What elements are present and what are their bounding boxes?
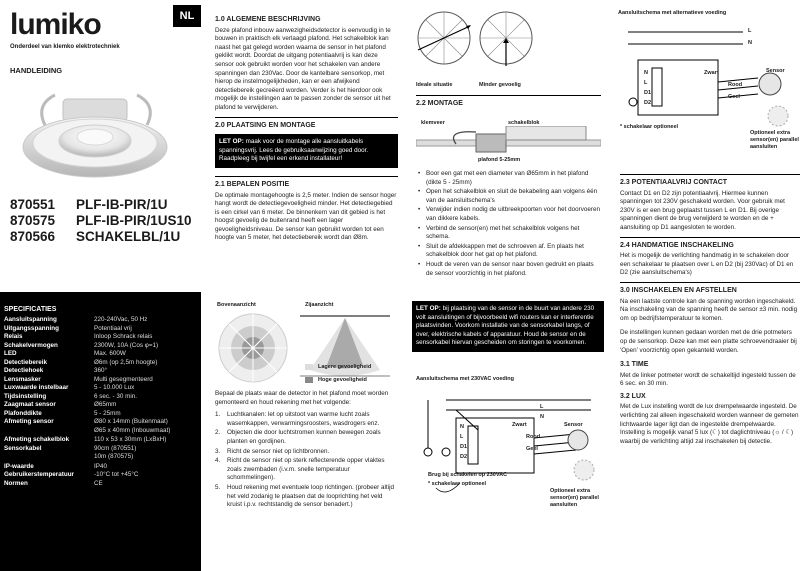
brand-logo: lumiko — [10, 8, 101, 41]
section-text: Deze plafond inbouw aanwezigheidsdetector is eenvoudig in te bouwen in praktisch elk verlaagd plafond. Het schakelblok kan naast het gat gelegd worden waarna de sensor in het plafond geklikt wordt. Doordat de uitgang potentiaalvrij is kan deze sensor ook gebruikt worden voor het schakelen van andere spanningen dan 230Vac. Door de kantelbare sensorkop, met hierop de instelmogelijkheden, kan er een afwijkend detectiebereik gecreëerd worden. Verder is het hierdoor ook mogelijk de instellingen aan te passen zonder de sensor uit het plafond te verwijderen. — [215, 26, 391, 111]
spec-value: Multi gesegmenteerd — [94, 375, 153, 383]
cover-area — [0, 0, 201, 292]
spec-value: Max. 600W — [94, 350, 126, 357]
mounting-diagram: klemveer schakelblok plafond 5-25mm — [416, 116, 601, 166]
spec-row — [4, 463, 170, 472]
spec-row — [4, 350, 170, 359]
brand-subtitle: Onderdeel van klemko elektrotechniek — [10, 44, 120, 50]
language-badge: NL — [173, 5, 201, 27]
spec-key: Zaagmaat sensor — [4, 401, 56, 408]
wiring-230v: Aansluitschema met 230VAC voeding L N Zwart Rood Geel Sensor N L D1 D2 Brug bij schakelen op 230VAC * schakelaar optioneel Optioneel extra sensor(en) parallel aansluiten — [416, 376, 606, 571]
spec-key — [4, 453, 94, 462]
spec-row — [4, 325, 170, 334]
list-item: • Verwijder indien nodig de uitbreekpoorten voor het doorvoeren van dikkere kabels. — [426, 206, 601, 223]
left-column — [0, 0, 201, 571]
spec-value: 360° — [94, 367, 108, 374]
column-2 — [215, 16, 398, 247]
spec-value: 6 sec. - 30 min. — [94, 392, 138, 400]
spec-key: Detectiebereik — [4, 358, 48, 366]
spec-row — [4, 333, 170, 342]
spec-row — [4, 453, 170, 462]
list-item: 1. Luchtkanalen: let op uitstoot van warme lucht zoals wasemkappen, verwarmingsroosters, wasdrogers enz. — [215, 411, 380, 427]
list-item: • Verbind de sensor(en) met het schakelblok volgens het schema. — [426, 225, 601, 242]
wiring-alternative: Aansluitschema met alternatieve voeding L N Zwart Rood Geel Sensor N L D1 D2 * schakelaar optioneel Optioneel extra sensor(en) parallel aansluiten — [618, 10, 803, 175]
sensitivity-legend — [305, 362, 405, 384]
spec-value: 110 x 53 x 30mm (LxBxH) — [94, 436, 167, 443]
section-title: 2.1 BEPALEN POSITIE — [215, 180, 290, 188]
spec-value: Ø80 x 14mm (Buitenmaat) — [94, 418, 168, 425]
spec-key: Normen — [4, 479, 28, 487]
spec-key: Afmeting sensor — [4, 418, 54, 425]
section-title: 2.2 MONTAGE — [416, 100, 463, 107]
divider — [620, 174, 800, 175]
spec-key: Luxwaarde instelbaar — [4, 384, 69, 391]
spec-key: Gebruikerstemperatuur — [4, 471, 74, 478]
specs-title: SPECIFICATIES — [4, 306, 57, 313]
spec-row — [4, 480, 170, 489]
spec-value: CE — [94, 479, 103, 487]
spec-row — [4, 436, 170, 445]
mounting-graphic — [416, 126, 601, 158]
list-item: • Houdt de veren van de sensor naar boven gedrukt en plaats de sensor voorzichtig in het plafond. — [426, 261, 601, 278]
spec-key: Detectiehoek — [4, 367, 44, 374]
list-item: 4. Richt de sensor niet op sterk reflecterende opper vlaktes zoals zwembaden (i.v.m. snelle temperatuur schommelingen). — [215, 457, 385, 482]
spec-row — [4, 427, 170, 436]
model-row: 870575 PLF-IB-PIR/1US10 — [10, 213, 192, 228]
spec-key: Relais — [4, 333, 23, 340]
section-title: 3.0 INSCHAKELEN EN AFSTELLEN — [620, 286, 737, 294]
spec-row — [4, 342, 170, 351]
spec-key: Tijdsinstelling — [4, 392, 47, 400]
spec-value: 5 - 10.000 Lux — [94, 384, 135, 391]
spec-row — [4, 376, 170, 385]
list-item: 2. Objecten die door luchtstromen kunnen bewegen zoals planten en gordijnen. — [215, 429, 381, 445]
spec-value: -10°C tot +45°C — [94, 471, 139, 478]
specs-table — [4, 316, 170, 488]
spec-value: Ø65 x 40mm (Inbouwmaat) — [94, 426, 171, 434]
legend-swatch — [305, 377, 313, 383]
section-title: 2.3 POTENTIAALVRIJ CONTACT — [620, 179, 728, 186]
spec-key: Plafonddikte — [4, 409, 42, 417]
section-title: 3.2 LUX — [620, 392, 646, 400]
model-list — [10, 197, 192, 245]
column-3 — [416, 95, 601, 111]
spec-key — [4, 427, 94, 436]
spec-key: Uitgangsspanning — [4, 324, 59, 332]
spec-row — [4, 418, 170, 427]
spec-value: 5 - 25mm — [94, 409, 121, 417]
list-item: 3. Richt de sensor niet op lichtbronnen. — [215, 447, 330, 455]
divider — [215, 176, 398, 177]
spec-key: LED — [4, 350, 17, 357]
spec-key: Lensmasker — [4, 375, 41, 383]
interference-warning-box: LET OP: bij plaatsing van de sensor in de buurt van andere 230 volt aansluitingen of bijvoorbeeld wifi routers kan er interferentie plaatsvinden. Voorkom installatie van de sensorkabel langs, of over, elektrische kabels of apparatuur. Houd de sensor en de sensorkabel hiervan gescheiden om storingen te voorkomen. — [412, 301, 604, 352]
spec-value: 10m (870575) — [94, 453, 134, 460]
section-text: De optimale montagehoogte is 2,5 meter. Indien de sensor hoger hangt wordt de detectiegevoeligheid minder. Het detectiegebied is een cirkel van 6 meter. De binnenkern van dit gebied is het hoogst gevoelig de buitenrand heeft een lager gevoeligheidsniveau. De sensor kan gebruikt worden tot een hoogte van 5 meter, het detectiebereik wordt dan Ø8m. — [215, 191, 397, 242]
mounting-items — [416, 170, 601, 278]
spec-row — [4, 316, 170, 325]
spec-row — [4, 384, 170, 393]
manual-label: HANDLEIDING — [10, 66, 63, 75]
column-4: 2.3 POTENTIAALVRIJ CONTACT Contact D1 en D2 zijn potentiaalvrij. Hiermee kunnen spanningen tot 230V geschakeld worden. Voor gebruik met 230V is er een brug geplaatst tussen L en D1. Bij overige spanningen dient de brug verwijderd te worden en de + aansluiting op D1 aangesloten te worden. 2.4 HANDMATIGE INSCHAKELING Het is mogelijk de verlichting handmatig in te schakelen door een schakelaar te plaatsen over L en D2 (bij 230Vac) of D1 en D2 (zie aansluitschema's) 3.0 INSCHAKELEN EN AFSTELLEN Na een laatste controle kan de spanning worden ingeschakeld. Na inschakeling van de spanning heeft de sensor ±3 min. nodig om op bedrijfstemperatuur te komen. De instellingen kunnen gedaan worden met de drie potmeters op de sensorkop. Deze kan met een platte schroevendraaier bij 'Open' voorzichtig open gekanteld worden. 3.1 TIME Met de linker potmeter wordt de schakeltijd ingesteld tussen de 6 sec. en 30 min. 3.2 LUX Met de Lux instelling wordt de lux drempelwaarde ingesteld. De verlichting zal alleen ingeschakeld worden wanneer de gemeten lichtwaarde lager ligt dan de ingestelde drempelwaarde. Instelling is mogelijk vanaf 5 lux (☾) tot daglichtniveau (☼ / ☾) waarbij de verlichting altijd zal inschakelen bij detectie. — [620, 174, 800, 450]
divider — [215, 117, 398, 118]
product-illustration — [15, 85, 175, 195]
spec-key: Schakelvermogen — [4, 341, 58, 349]
legend-item: Lagere gevoeligheid — [305, 362, 405, 371]
list-item: 5. Houd rekening met eventuele loop richtingen. (probeer altijd het veld zodanig te plaatsen dat de looprichting het veld kruist i.p.v. rechtstandig de sensor benadert.) — [215, 483, 394, 509]
spec-value: 220-240Vac, 50 Hz — [94, 316, 148, 323]
mounting-steps — [416, 170, 601, 279]
placement-list: Bepaal de plaats waar de detector in het plafond moet worden gemonteerd en houd rekening met het volgende: 1. Luchtkanalen: let op uitstoot van warme lucht zoals wasemkappen, verwarmingsroosters, wasdrogers enz. 2. Objecten die door luchtstromen kunnen bewegen zoals planten en gordijnen. 3. Richt de sensor niet op lichtbronnen. 4. Richt de sensor niet op sterk reflecterende opper vlaktes zoals zwembaden (i.v.m. snelle temperatuur schommelingen). 5. Houd rekening met eventuele loop richtingen. (probeer altijd het veld zodanig te plaatsen dat de looprichting het veld kruist i.p.v. rechtstandig de sensor benadert.) — [215, 390, 398, 511]
divider — [620, 237, 800, 238]
spec-value: IP40 — [94, 462, 107, 470]
legend-swatch — [305, 364, 313, 370]
section-title: 2.0 PLAATSING EN MONTAGE — [215, 121, 316, 129]
spec-value: Ø6m (op 2,5m hoogte) — [94, 358, 158, 366]
spec-row — [4, 401, 170, 410]
sensitivity-situations: Ideale situatie Minder gevoelig — [416, 8, 601, 88]
spec-key: Afmeting schakelblok — [4, 436, 70, 443]
legend-item: Hoge gevoeligheid — [305, 375, 405, 384]
divider — [620, 282, 800, 283]
spec-value: Ø65mm — [94, 401, 117, 408]
spec-key: Sensorkabel — [4, 444, 42, 452]
warning-box: LET OP: maak voor de montage alle aansluitkabels spanningsvrij. Lees de gebruiksaanwijzing goed door. Raadpleeg bij twijfel een erkend installateur! — [215, 134, 398, 168]
spec-value: Inloop Schrack relais — [94, 333, 153, 340]
section-title: 3.1 TIME — [620, 361, 649, 369]
situation-graphic — [416, 8, 601, 78]
spec-row — [4, 367, 170, 376]
spec-row — [4, 410, 170, 419]
spec-row — [4, 393, 170, 402]
divider — [416, 95, 601, 96]
spec-row — [4, 471, 170, 480]
list-item: • Boor een gat met een diameter van Ø65mm in het plafond (dikte 5 - 25mm) — [426, 170, 601, 187]
spec-row — [4, 445, 170, 454]
model-row: 870566 SCHAKELBL/1U — [10, 229, 181, 244]
section-title: 1.0 ALGEMENE BESCHRIJVING — [215, 16, 321, 23]
section-title: 2.4 HANDMATIGE INSCHAKELING — [620, 241, 734, 249]
spec-row — [4, 359, 170, 368]
list-item: • Open het schakelblok en sluit de bekabeling aan volgens één van de aansluitschema's — [426, 188, 601, 205]
placement-items — [215, 411, 398, 510]
model-row: 870551 PLF-IB-PIR/1U — [10, 197, 168, 212]
list-item: • Sluit de afdekkappen met de schroeven af. En plaats het schakelblok door het gat op het plafond. — [426, 243, 601, 260]
spec-value: Potentiaal vrij — [94, 324, 132, 332]
spec-key: Aansluitspanning — [4, 316, 57, 323]
spec-key: IP-waarde — [4, 462, 34, 470]
detection-diagram: Bovenaanzicht Zijaanzicht — [215, 302, 398, 387]
spec-value: 2300W, 10A (Cos φ=1) — [94, 341, 159, 349]
spec-value: 90cm (870551) — [94, 444, 137, 452]
